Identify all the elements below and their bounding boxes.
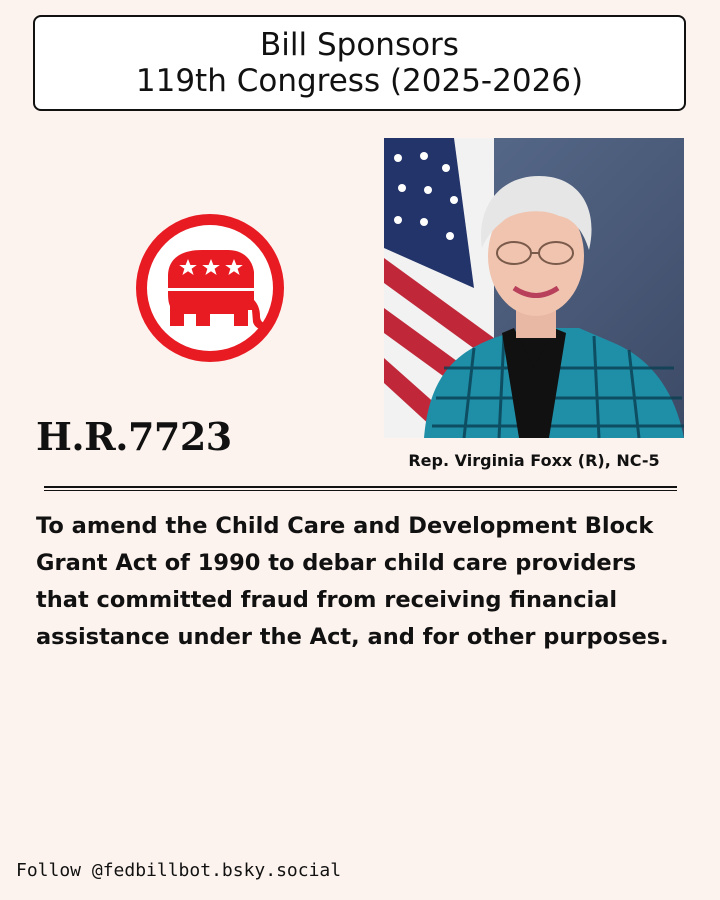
divider — [44, 486, 677, 488]
bill-description: To amend the Child Care and Development Block Grant Act of 1990 to debar child care providers that committed fraud from receiving financial assistance under the Act, and for other purposes. — [36, 513, 669, 650]
title-line-1: Bill Sponsors — [260, 27, 459, 63]
sponsor-caption: Rep. Virginia Foxx (R), NC-5 — [408, 451, 660, 470]
title-box — [33, 15, 686, 111]
divider-underline — [44, 490, 677, 491]
follow-link[interactable]: Follow @fedbillbot.bsky.social — [16, 860, 342, 881]
bill-number: H.R.7723 — [36, 414, 232, 459]
republican-elephant-icon — [136, 214, 284, 362]
sponsor-photo — [384, 138, 684, 438]
title-line-2: 119th Congress (2025-2026) — [135, 63, 584, 99]
